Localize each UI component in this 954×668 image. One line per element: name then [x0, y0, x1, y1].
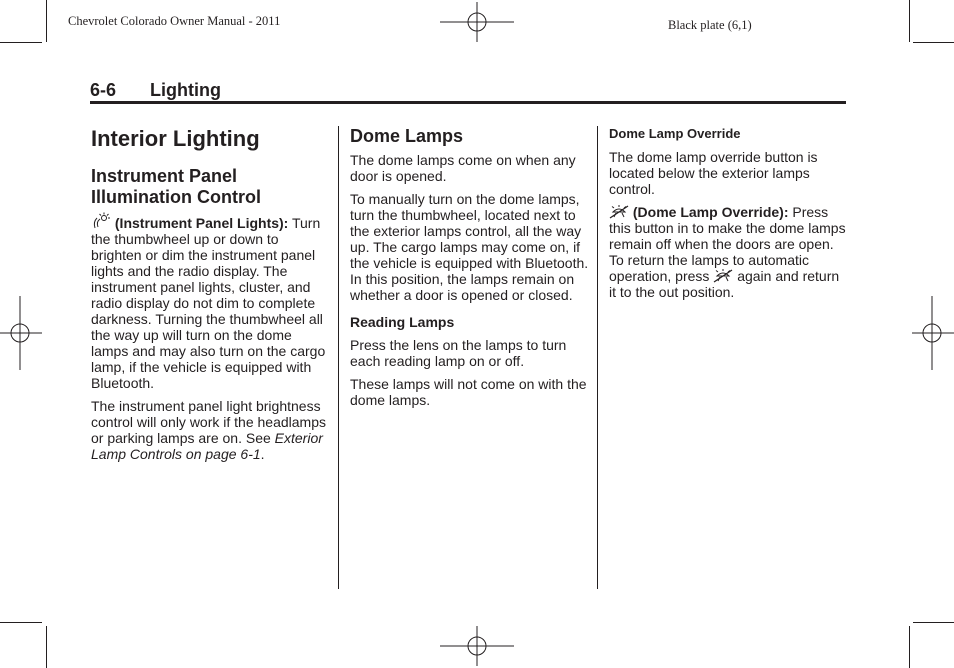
section-number: 6-6 [90, 80, 117, 100]
dome-lamp-override-icon [609, 205, 629, 219]
header-rule [90, 101, 846, 104]
document-title: Chevrolet Colorado Owner Manual - 2011 [68, 14, 281, 28]
crop-mark [913, 622, 954, 623]
subsection-heading [91, 166, 329, 208]
column-3 [609, 126, 849, 307]
period: . [260, 446, 265, 462]
registration-mark-bottom [440, 626, 514, 666]
plate-label: Black plate (6,1) [668, 18, 752, 32]
paragraph [609, 204, 849, 300]
crop-mark [46, 0, 47, 42]
paragraph [91, 212, 329, 391]
brightness-note-text: The instrument panel light brightness control will only work if the headlamps or parking lamps are on. See [91, 398, 326, 446]
paragraph: The dome lamps come on when any door is opened. [350, 152, 576, 184]
registration-mark-left [0, 296, 42, 370]
instrument-panel-lights-icon [91, 212, 111, 230]
crop-mark [0, 622, 42, 623]
section-name: Lighting [150, 80, 221, 100]
dome-lamp-override-label: (Dome Lamp Override): [632, 204, 789, 220]
column-divider [597, 126, 598, 589]
paragraph: To manually turn on the dome lamps, turn the thumbwheel, located next to the exterior lamps control, all the way up. The cargo lamps may come on, if the vehicle is equipped with Bluetooth. In this position, the lamps remain on whether a door is opened or closed. [350, 191, 589, 303]
registration-mark-right [912, 296, 954, 370]
crop-mark [0, 42, 42, 43]
dome-lamp-override-icon [713, 269, 733, 283]
paragraph [91, 398, 329, 462]
instrument-panel-lights-text: Turn the thumbwheel up or down to brighten or dim the instrument panel lights and the radio display. The instrument panel lights, cluster, and radio display do not dim to complete darkness. Turning the thumbwheel all the way up will turn on the dome lamps and may also turn on the cargo lamp, if the vehicle is equipped with Bluetooth. [91, 215, 326, 391]
subsection-heading-line1: Instrument Panel [91, 166, 238, 186]
paragraph: Press the lens on the lamps to turn each reading lamp on or off. [350, 337, 567, 369]
crop-mark [913, 42, 954, 43]
page-title: Interior Lighting [91, 126, 260, 151]
reading-lamps-heading: Reading Lamps [350, 314, 455, 330]
column-2 [350, 126, 590, 415]
crop-mark [909, 0, 910, 42]
instrument-panel-lights-label: (Instrument Panel Lights): [114, 215, 289, 231]
column-divider [338, 126, 339, 589]
crop-mark [909, 626, 910, 668]
subsection-heading-line2: Illumination Control [91, 187, 261, 207]
crop-mark [46, 626, 47, 668]
dome-lamps-heading: Dome Lamps [350, 126, 464, 146]
paragraph: The dome lamp override button is located below the exterior lamps control. [609, 149, 818, 197]
paragraph: These lamps will not come on with the dome lamps. [350, 376, 587, 408]
registration-mark-top [440, 2, 514, 42]
dome-lamp-override-text: Press this button in to make the dome lamps remain off when the doors are open. To return the lamps to automatic operation, press [609, 204, 846, 284]
dome-lamp-override-heading: Dome Lamp Override [609, 126, 741, 141]
exterior-lamp-controls-link[interactable]: Exterior Lamp Controls on page 6-1 [91, 430, 323, 462]
column-1 [91, 126, 329, 469]
dome-lamp-override-end-text: again and return it to the out position. [609, 268, 840, 300]
